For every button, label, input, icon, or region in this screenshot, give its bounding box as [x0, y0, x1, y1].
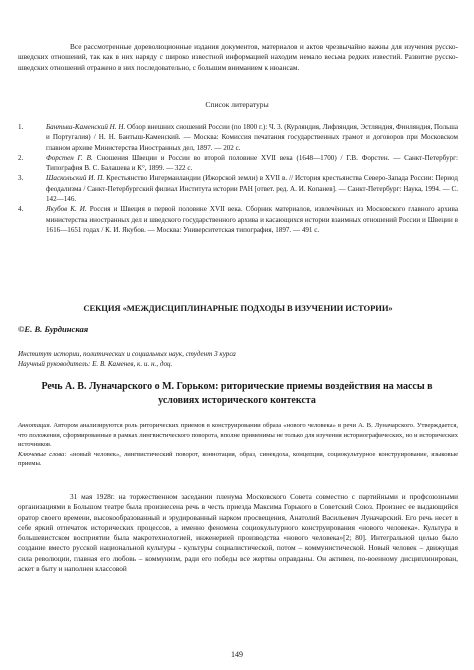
supervisor-line: Научный руководитель: Е. В. Каменев, к. и. н., доц.: [18, 360, 173, 369]
section-title: СЕКЦИЯ «МЕЖДИСЦИПЛИНАРНЫЕ ПОДХОДЫ В ИЗУЧЕНИИ ИСТОРИИ»: [83, 303, 393, 313]
reference-list: [18, 122, 458, 235]
reference-number: 3.: [18, 174, 24, 183]
article-title: Речь А. В. Луначарского о М. Горьком: риторические приемы воздействия на массы в условиях исторического контекста: [41, 381, 433, 406]
reference-author: Бантыш-Каменский Н. Н.: [46, 123, 126, 131]
keywords-paragraph: [18, 450, 458, 469]
reference-text: Крестьянство Ингерманландии (Ижорской земли) в XVII в. // История крестьянства Северо-Запада России: Период феодализма / Санкт-Петербургский филиал Института истории РАН [ответ. ред. А. И. Копанев]. — Санкт-Петербург: Наука, 1994. — С. 142—146.: [46, 174, 459, 204]
article-author: ©Е. В. Бурдинская: [18, 324, 89, 334]
reference-text: Сношения Швеции и России во второй половине XVII века (1648—1700) / Г.В. Форстен. — Санкт-Петербург: Типография В. С. Балашева и К°, 1899. — 322 с.: [46, 153, 458, 173]
abstract-block: [18, 421, 458, 469]
literature-heading: Список литературы: [205, 100, 269, 109]
reference-item: [18, 173, 458, 204]
reference-number: 1.: [18, 123, 24, 131]
page-number: 149: [231, 650, 243, 659]
reference-item: [18, 153, 458, 174]
reference-text: Россия и Швеция в первой половине XVII века. Сборник материалов, извлечённых из Московского главного архива министерства иностранных дел и шведского государственного архива и касающихся истории взаимных отношений России и Швеции в 1616—1651 годах / К. И. Якубов. — Москва: Университетская типография, 1897. — 491 с.: [46, 205, 458, 234]
reference-author: Форстен Г. В.: [46, 153, 93, 162]
reference-author: Якубов К. И.: [46, 205, 87, 214]
keywords-label: Ключевые слова:: [18, 450, 67, 458]
keywords-text: «новый человек», лингвистический поворот, коннотация, образ, синекдоха, концепция, социокультурное конструирование, языковые приемы.: [18, 450, 459, 467]
reference-author: Шаскольский И. П.: [46, 174, 105, 183]
institute-line: Институт истории, политических и социальных наук, студент 3 курса: [18, 350, 236, 358]
reference-item: [18, 204, 458, 235]
reference-text: Обзор внешних сношений России (по 1800 г.): Ч. 3. (Курляндия, Лифляндия, Эстляндия, Финляндия, Польша и Португалия) / Н. Н. Бантыш-Каменский. — Москва: Комиссия печатания государственных грамот и договоров при Московском главном архиве Министерства Иностранных дел, 1897. — 202 с.: [46, 123, 458, 152]
reference-item: [18, 122, 458, 153]
reference-body: [46, 122, 458, 153]
reference-body: [46, 153, 458, 174]
abstract-label: Аннотация.: [18, 422, 52, 429]
abstract-text: Автором анализируются роль риторических приемов в конструировании образа «нового человека» в речи А. В. Луначарского. Утверждается, что положения, сформированные в рамках лингвистического поворота, вполне применимы не только для изучения историографических, но и исторических источников.: [18, 422, 458, 448]
body-paragraph: 31 мая 1928г. на торжественном заседании пленума Московского Совета совместно с партийными и профсоюзными организациями в Большом театре была произнесена речь в честь приезда Максима Горького в Советский Союз. Произнес ее выдающийся оратор своего времени, высокообразованный и эрудированный нарком просвещения, Анатолий Васильевич Луначарский. Его речь несет в себе яркий отпечаток исторических процессов, а именно феномена социокультурного конструирования «нового человека». Культура в большевистском восприятии была макротехнологией, инженерией производства «нового человека»[2; 80]. Интегральной целью было создание вместо русской национальной культуры - культуры социалистической, потом – коммунистической. Новый человек – движущая сила революции, главная его любовь – коммунизм, ради его победы все жертвы оправданы. Он активен, по-военному дисциплинирован, аскет в быту и наполнен классовой: [18, 492, 458, 574]
reference-body: [46, 204, 458, 235]
reference-number: 2.: [18, 153, 24, 162]
intro-paragraph: Все рассмотренные дореволюционные издания документов, материалов и актов чрезвычайно важны для изучения русско-шведских отношений, так как в них наряду с широко известной информацией находим немало весьма редких известий. Развитие русско-шведских отношений отражено в них последовательно, с большим вниманием к нюансам.: [18, 42, 458, 72]
abstract-paragraph: [18, 421, 458, 450]
reference-number: 4.: [18, 205, 24, 214]
affiliation-block: [18, 349, 458, 370]
reference-body: [46, 173, 458, 204]
